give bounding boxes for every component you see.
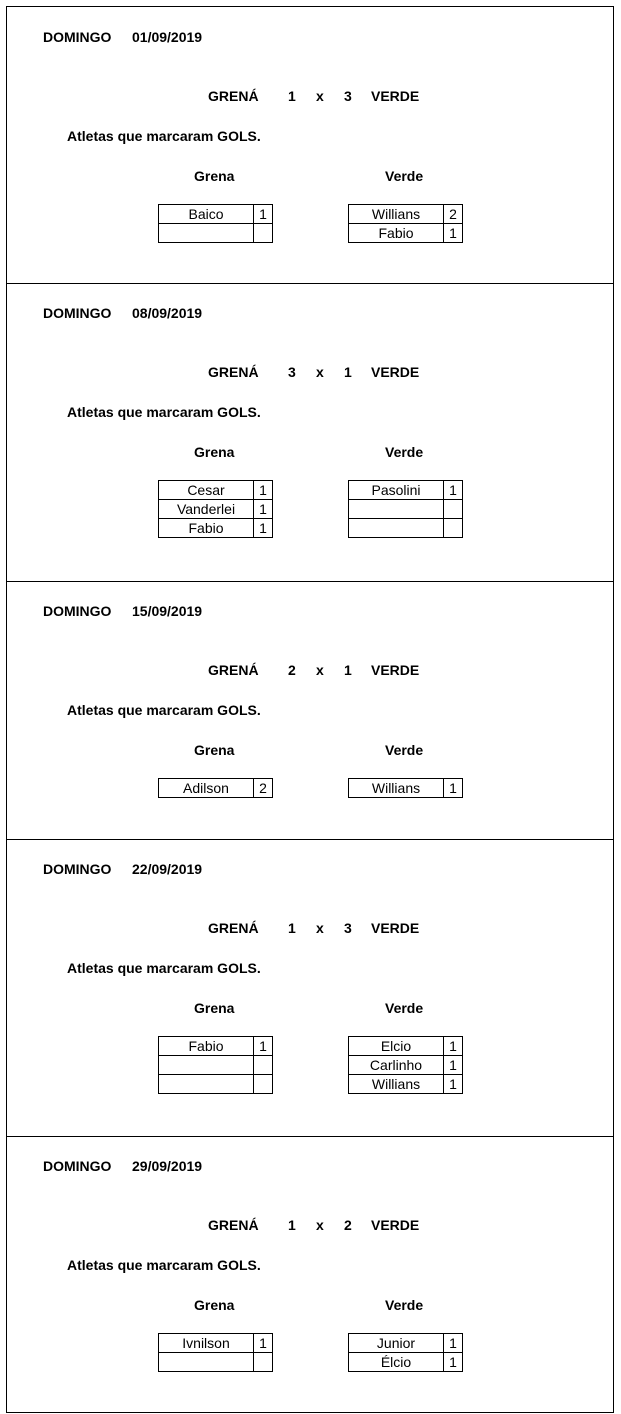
match-day: DOMINGO — [43, 305, 112, 321]
scorer-name — [159, 224, 254, 243]
scorer-row — [349, 1037, 463, 1056]
scorer-row — [349, 205, 463, 224]
match-date: 15/09/2019 — [132, 603, 203, 619]
match-date: 22/09/2019 — [132, 861, 203, 877]
scorer-goals: 1 — [444, 1334, 463, 1353]
team-a-scorers-table — [158, 1333, 273, 1372]
scorer-goals — [254, 224, 273, 243]
team-a-scorers-table — [158, 480, 273, 538]
team-a-scorers-table — [158, 778, 273, 798]
scorer-row — [159, 1056, 273, 1075]
scorer-goals: 1 — [444, 481, 463, 500]
team-b-scorers-table — [348, 1036, 463, 1094]
scorer-name: Fabio — [159, 1037, 254, 1056]
team-a-score: 2 — [288, 662, 296, 678]
scorer-goals — [254, 1353, 273, 1372]
team-b-column-header: Verde — [385, 742, 424, 758]
team-b-score: 1 — [344, 364, 352, 380]
team-b-name: VERDE — [371, 364, 420, 380]
scorer-goals: 1 — [254, 481, 273, 500]
match-block — [7, 283, 613, 581]
scorer-goals — [444, 500, 463, 519]
match-day: DOMINGO — [43, 29, 112, 45]
scorer-goals: 1 — [254, 519, 273, 538]
team-a-name: GRENÁ — [208, 920, 259, 936]
scorer-name: Fabio — [349, 224, 444, 243]
team-b-scorers-table — [348, 1333, 463, 1372]
scorer-goals: 1 — [254, 500, 273, 519]
match-day: DOMINGO — [43, 603, 112, 619]
scorer-name: Willians — [349, 205, 444, 224]
team-a-name: GRENÁ — [208, 662, 259, 678]
team-a-scorers-table — [158, 1036, 273, 1094]
scorer-goals: 1 — [254, 1037, 273, 1056]
scorer-name — [159, 1056, 254, 1075]
scorer-row — [349, 1334, 463, 1353]
match-date: 29/09/2019 — [132, 1158, 203, 1174]
scorer-row — [349, 224, 463, 243]
team-a-name: GRENÁ — [208, 364, 259, 380]
scorer-row — [159, 1353, 273, 1372]
team-b-scorers-table — [348, 480, 463, 538]
scorer-name: Willians — [349, 779, 444, 798]
scorer-goals — [254, 1075, 273, 1094]
team-b-scorers-table — [348, 778, 463, 798]
scorers-title: Atletas que marcaram GOLS. — [67, 1257, 261, 1273]
match-day: DOMINGO — [43, 861, 112, 877]
scorer-name: Adilson — [159, 779, 254, 798]
scorer-goals: 1 — [444, 779, 463, 798]
team-a-score: 1 — [288, 920, 296, 936]
versus-separator: x — [316, 920, 324, 936]
team-a-column-header: Grena — [194, 1297, 235, 1313]
team-b-score: 3 — [344, 920, 352, 936]
scorer-name — [349, 519, 444, 538]
team-b-score: 1 — [344, 662, 352, 678]
scorer-row — [159, 779, 273, 798]
team-a-column-header: Grena — [194, 742, 235, 758]
results-sheet — [6, 6, 614, 1413]
scorer-row — [159, 519, 273, 538]
team-a-column-header: Grena — [194, 444, 235, 460]
team-b-column-header: Verde — [385, 168, 424, 184]
scorer-row — [349, 1056, 463, 1075]
team-b-column-header: Verde — [385, 1297, 424, 1313]
team-a-column-header: Grena — [194, 1000, 235, 1016]
scorer-name — [349, 500, 444, 519]
scorers-title: Atletas que marcaram GOLS. — [67, 128, 261, 144]
match-block — [7, 1136, 613, 1412]
team-b-name: VERDE — [371, 662, 420, 678]
scorer-goals: 1 — [444, 1056, 463, 1075]
team-b-column-header: Verde — [385, 444, 424, 460]
scorer-row — [159, 205, 273, 224]
team-b-score: 3 — [344, 88, 352, 104]
match-day: DOMINGO — [43, 1158, 112, 1174]
scorer-row — [349, 1353, 463, 1372]
match-block — [7, 581, 613, 839]
versus-separator: x — [316, 88, 324, 104]
scorer-row — [159, 224, 273, 243]
scorer-name: Élcio — [349, 1353, 444, 1372]
scorers-title: Atletas que marcaram GOLS. — [67, 404, 261, 420]
team-a-score: 1 — [288, 1217, 296, 1233]
scorer-name: Fabio — [159, 519, 254, 538]
scorers-title: Atletas que marcaram GOLS. — [67, 702, 261, 718]
scorer-row — [159, 1075, 273, 1094]
scorer-goals: 1 — [254, 1334, 273, 1353]
scorer-goals: 1 — [444, 1353, 463, 1372]
scorer-name: Ivnilson — [159, 1334, 254, 1353]
team-a-score: 3 — [288, 364, 296, 380]
scorer-name: Vanderlei — [159, 500, 254, 519]
scorer-name: Junior — [349, 1334, 444, 1353]
team-a-name: GRENÁ — [208, 88, 259, 104]
scorer-row — [349, 1075, 463, 1094]
scorer-name — [159, 1075, 254, 1094]
team-a-name: GRENÁ — [208, 1217, 259, 1233]
scorer-goals — [254, 1056, 273, 1075]
scorers-title: Atletas que marcaram GOLS. — [67, 960, 261, 976]
team-b-name: VERDE — [371, 920, 420, 936]
team-b-name: VERDE — [371, 88, 420, 104]
scorer-row — [349, 500, 463, 519]
scorer-goals: 2 — [444, 205, 463, 224]
scorer-name: Willians — [349, 1075, 444, 1094]
scorer-name: Elcio — [349, 1037, 444, 1056]
scorer-goals: 1 — [444, 224, 463, 243]
match-block — [7, 7, 613, 283]
scorer-row — [349, 519, 463, 538]
team-b-score: 2 — [344, 1217, 352, 1233]
scorer-row — [159, 500, 273, 519]
scorer-name — [159, 1353, 254, 1372]
scorer-name: Pasolini — [349, 481, 444, 500]
versus-separator: x — [316, 1217, 324, 1233]
versus-separator: x — [316, 662, 324, 678]
team-b-scorers-table — [348, 204, 463, 243]
scorer-name: Baico — [159, 205, 254, 224]
scorer-goals: 2 — [254, 779, 273, 798]
team-b-column-header: Verde — [385, 1000, 424, 1016]
match-date: 08/09/2019 — [132, 305, 203, 321]
scorer-row — [159, 1037, 273, 1056]
scorer-name: Cesar — [159, 481, 254, 500]
team-a-score: 1 — [288, 88, 296, 104]
scorer-row — [349, 481, 463, 500]
scorer-name: Carlinho — [349, 1056, 444, 1075]
versus-separator: x — [316, 364, 324, 380]
team-b-name: VERDE — [371, 1217, 420, 1233]
scorer-goals: 1 — [254, 205, 273, 224]
scorer-row — [159, 1334, 273, 1353]
team-a-column-header: Grena — [194, 168, 235, 184]
scorer-row — [159, 481, 273, 500]
scorer-goals: 1 — [444, 1037, 463, 1056]
scorer-row — [349, 779, 463, 798]
scorer-goals — [444, 519, 463, 538]
team-a-scorers-table — [158, 204, 273, 243]
match-date: 01/09/2019 — [132, 29, 203, 45]
match-block — [7, 839, 613, 1136]
scorer-goals: 1 — [444, 1075, 463, 1094]
